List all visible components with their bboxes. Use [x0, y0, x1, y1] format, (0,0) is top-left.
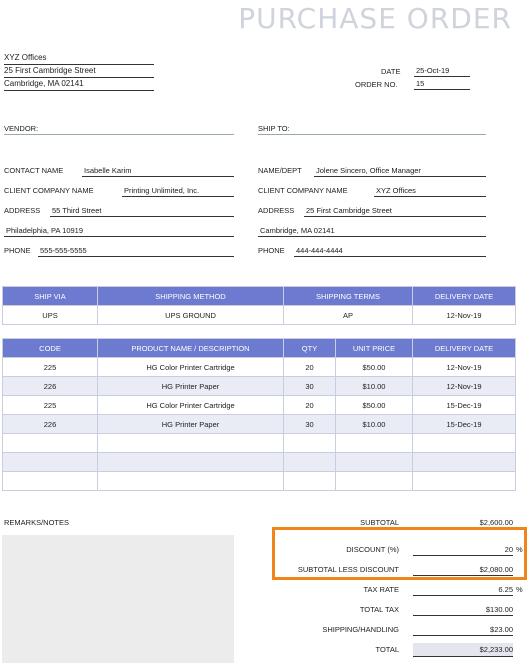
table-cell[interactable] [413, 472, 516, 491]
ship-company-label: CLIENT COMPANY NAME [258, 186, 348, 195]
discount-value: 20 [413, 545, 513, 556]
table-row [3, 358, 516, 377]
subtotal-label: SUBTOTAL [360, 518, 399, 527]
subtotal-less-discount-value: $2,080.00 [413, 565, 513, 576]
vendor-company-field: Printing Unlimited, Inc. [122, 186, 234, 197]
shipping-header-terms: SHIPPING TERMS [284, 287, 413, 306]
ship-address-line2: Cambridge, MA 02141 [258, 226, 486, 237]
vendor-contact-label: CONTACT NAME [4, 166, 64, 175]
table-cell[interactable]: UPS GROUND [98, 306, 284, 325]
remarks-box[interactable] [2, 535, 234, 663]
table-cell[interactable] [98, 453, 284, 472]
company-block [4, 52, 154, 91]
table-cell[interactable] [413, 453, 516, 472]
table-row [3, 453, 516, 472]
table-cell[interactable] [98, 434, 284, 453]
order-number-value: 15 [414, 79, 470, 90]
table-cell[interactable] [98, 472, 284, 491]
vendor-company-label: CLIENT COMPANY NAME [4, 186, 94, 195]
company-street: 25 First Cambridge Street [4, 65, 154, 78]
table-row [3, 472, 516, 491]
vendor-address-line2: Philadelphia, PA 10919 [4, 226, 234, 237]
table-cell[interactable]: 20 [284, 358, 336, 377]
table-cell[interactable]: 12-Nov-19 [413, 306, 516, 325]
discount-label: DISCOUNT (%) [346, 545, 399, 554]
ship-company-field: XYZ Offices [374, 186, 486, 197]
table-cell[interactable]: 15-Dec-19 [413, 396, 516, 415]
table-cell[interactable] [284, 472, 336, 491]
remarks-label: REMARKS/NOTES [4, 518, 70, 527]
subtotal-value: $2,600.00 [413, 518, 513, 529]
table-cell[interactable]: 20 [284, 396, 336, 415]
table-cell[interactable]: AP [284, 306, 413, 325]
vendor-address-label: ADDRESS [4, 206, 41, 215]
tax-rate-value: 6.25 [413, 585, 513, 596]
total-tax-value: $130.00 [413, 605, 513, 616]
vendor-phone-label: PHONE [4, 246, 31, 255]
items-header-code: CODE [3, 339, 98, 358]
ship-name-field: Jolene Sincero, Office Manager [314, 166, 486, 177]
table-cell[interactable] [336, 453, 413, 472]
date-value: 25-Oct-19 [414, 66, 470, 77]
table-cell[interactable]: 12-Nov-19 [413, 358, 516, 377]
table-cell[interactable] [284, 434, 336, 453]
vendor-address-line1: 55 Third Street [50, 206, 234, 217]
tax-rate-label: TAX RATE [363, 585, 399, 594]
table-cell[interactable]: $10.00 [336, 377, 413, 396]
table-cell[interactable]: $50.00 [336, 358, 413, 377]
total-label: TOTAL [375, 645, 399, 654]
date-label: DATE [381, 67, 401, 76]
vendor-heading: VENDOR: [4, 124, 39, 133]
table-cell[interactable] [336, 472, 413, 491]
vendor-heading-rule [4, 134, 234, 135]
discount-unit: % [516, 545, 523, 554]
items-header-qty: QTY [284, 339, 336, 358]
table-row [3, 396, 516, 415]
order-number-label: ORDER NO. [355, 80, 398, 89]
ship-to-heading-rule [258, 134, 486, 135]
shipping-header-ship-via: SHIP VIA [3, 287, 98, 306]
items-header-delivery: DELIVERY DATE [413, 339, 516, 358]
ship-address-line1: 25 First Cambridge Street [304, 206, 486, 217]
shipping-handling-label: SHIPPING/HANDLING [322, 625, 399, 634]
shipping-handling-value: $23.00 [413, 625, 513, 636]
table-cell[interactable] [413, 434, 516, 453]
table-cell[interactable]: 225 [3, 358, 98, 377]
table-cell[interactable] [3, 434, 98, 453]
table-cell[interactable]: 15-Dec-19 [413, 415, 516, 434]
company-city: Cambridge, MA 02141 [4, 78, 154, 91]
table-row [3, 434, 516, 453]
table-cell[interactable]: 30 [284, 415, 336, 434]
table-cell[interactable] [284, 453, 336, 472]
ship-to-heading: SHIP TO: [258, 124, 290, 133]
table-cell[interactable]: 226 [3, 415, 98, 434]
table-cell[interactable]: 226 [3, 377, 98, 396]
shipping-header-delivery: DELIVERY DATE [413, 287, 516, 306]
ship-phone-label: PHONE [258, 246, 285, 255]
total-tax-label: TOTAL TAX [359, 605, 399, 614]
table-cell[interactable]: 30 [284, 377, 336, 396]
ship-phone-field: 444-444-4444 [294, 246, 486, 257]
table-cell[interactable]: HG Printer Paper [98, 377, 284, 396]
table-cell[interactable]: 225 [3, 396, 98, 415]
tax-rate-unit: % [516, 585, 523, 594]
vendor-contact-field: Isabelle Karim [82, 166, 234, 177]
table-cell[interactable]: $10.00 [336, 415, 413, 434]
items-header-unit-price: UNIT PRICE [336, 339, 413, 358]
table-row [3, 377, 516, 396]
shipping-table [2, 286, 516, 325]
items-table [2, 338, 516, 491]
table-cell[interactable]: HG Color Printer Cartridge [98, 396, 284, 415]
table-cell[interactable]: 12-Nov-19 [413, 377, 516, 396]
table-cell[interactable] [3, 472, 98, 491]
vendor-phone-field: 555-555-5555 [38, 246, 234, 257]
page-title: PURCHASE ORDER [238, 2, 512, 35]
shipping-header-method: SHIPPING METHOD [98, 287, 284, 306]
table-cell[interactable]: HG Color Printer Cartridge [98, 358, 284, 377]
table-cell[interactable]: UPS [3, 306, 98, 325]
subtotal-less-discount-label: SUBTOTAL LESS DISCOUNT [297, 565, 399, 574]
table-cell[interactable] [3, 453, 98, 472]
table-cell[interactable]: $50.00 [336, 396, 413, 415]
table-cell[interactable] [336, 434, 413, 453]
total-value: $2,233.00 [413, 643, 513, 657]
items-header-product: PRODUCT NAME / DESCRIPTION [98, 339, 284, 358]
ship-name-label: NAME/DEPT [258, 166, 302, 175]
table-row [3, 306, 516, 325]
table-cell[interactable]: HG Printer Paper [98, 415, 284, 434]
table-row [3, 415, 516, 434]
company-name: XYZ Offices [4, 52, 154, 65]
ship-address-label: ADDRESS [258, 206, 295, 215]
